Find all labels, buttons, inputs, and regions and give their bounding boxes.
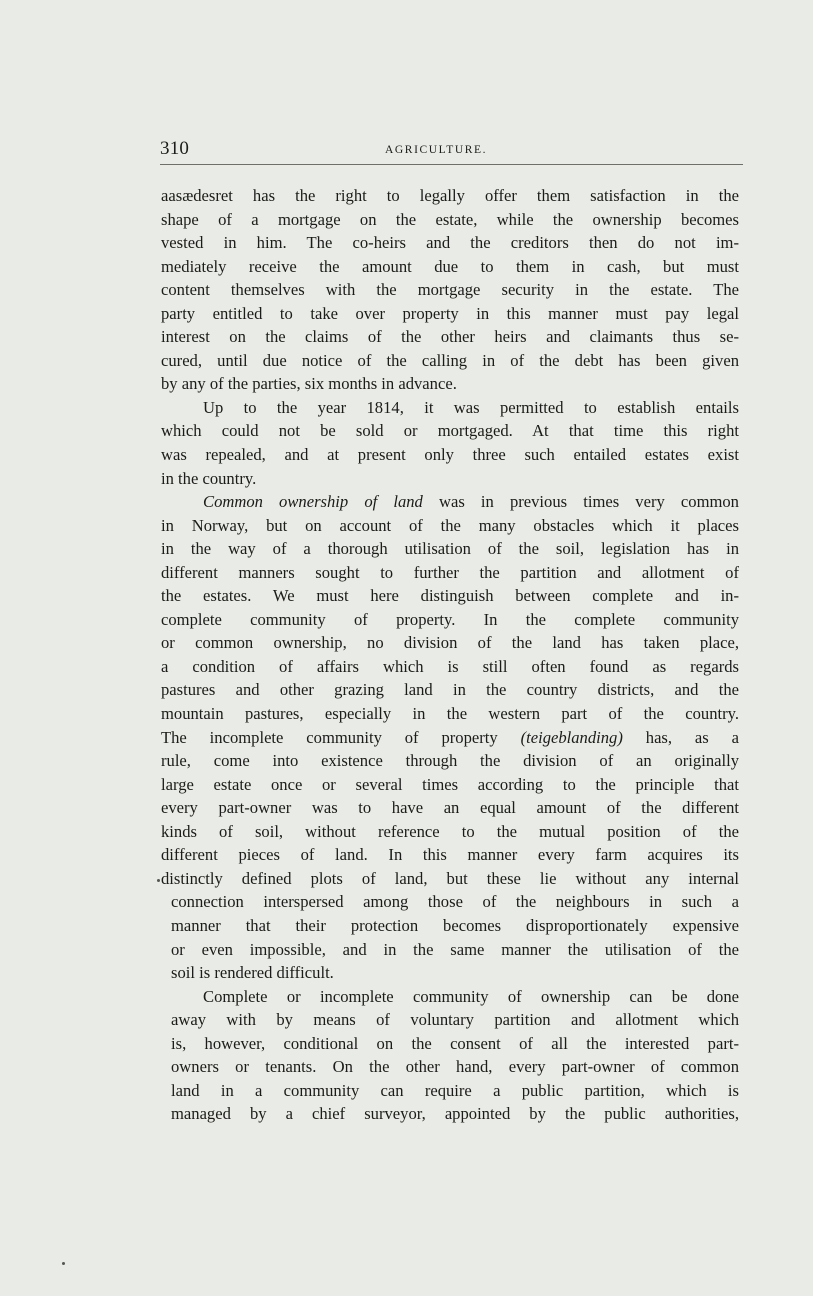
text-line: managed by a chief surveyor, appointed by the public authorities, <box>171 1104 739 1124</box>
text-line: a condition of affairs which is still often found as regards <box>161 656 739 676</box>
text-line <box>161 726 739 750</box>
text-line: rule, come into existence through the division of an originally <box>161 751 739 771</box>
text-line: content themselves with the mortgage security in the estate. The <box>161 280 739 300</box>
text-fragment: The incomplete community of property <box>161 727 521 747</box>
text-fragment: has, as a <box>622 727 739 747</box>
paragraph-start <box>161 490 739 514</box>
text-line: soil is rendered difficult. <box>171 963 334 983</box>
text-line: is, however, conditional on the consent of all the interested part- <box>171 1033 739 1053</box>
text-line: by any of the parties, six months in advance. <box>161 374 457 394</box>
text-line: mountain pastures, especially in the western part of the country. <box>161 704 739 724</box>
text-line: mediately receive the amount due to them in cash, but must <box>161 256 739 276</box>
emphasized-term: (teigeblanding) <box>520 727 623 747</box>
text-line: connection interspersed among those of the neighbours in such a <box>171 892 739 912</box>
emphasized-term: Common ownership of land <box>203 492 423 512</box>
page-header <box>160 138 743 165</box>
body-text <box>161 184 739 1126</box>
page-number: 310 <box>160 138 190 159</box>
paper-speck <box>62 1262 65 1265</box>
running-head: AGRICULTURE. <box>385 144 488 156</box>
paper-speck <box>157 879 160 882</box>
text-line: in the way of a thorough utilisation of the soil, legislation has in <box>161 539 739 559</box>
text-line: away with by means of voluntary partition and allotment which <box>171 1010 739 1030</box>
text-line: in Norway, but on account of the many obstacles which it places <box>161 515 739 535</box>
text-line: large estate once or several times according to the principle that <box>161 774 739 794</box>
text-line: aasædesret has the right to legally offer them satisfaction in the <box>161 186 739 205</box>
text-line: or common ownership, no division of the land has taken place, <box>161 633 739 653</box>
paragraph-start: Up to the year 1814, it was permitted to establish entails <box>203 397 739 417</box>
text-line: the estates. We must here distinguish between complete and in- <box>161 586 739 606</box>
text-line: pastures and other grazing land in the country districts, and the <box>161 680 739 700</box>
text-line: every part-owner was to have an equal amount of the different <box>161 798 739 818</box>
text-line: kinds of soil, without reference to the mutual position of the <box>161 821 739 841</box>
text-line: shape of a mortgage on the estate, while the ownership becomes <box>161 209 739 229</box>
text-line: complete community of property. In the complete community <box>161 609 739 629</box>
text-line: interest on the claims of the other heirs and claimants thus se- <box>161 327 739 347</box>
text-line: different pieces of land. In this manner every farm acquires its <box>161 845 739 865</box>
text-line: different manners sought to further the partition and allotment of <box>161 562 739 582</box>
text-line: owners or tenants. On the other hand, every part-owner of common <box>171 1057 739 1077</box>
text-line: which could not be sold or mortgaged. At that time this right <box>161 421 739 441</box>
text-line: land in a community can require a public partition, which is <box>171 1080 739 1100</box>
text-line: distinctly defined plots of land, but these lie without any internal <box>161 868 739 888</box>
text-line: in the country. <box>161 468 257 488</box>
text-line: vested in him. The co-heirs and the creditors then do not im- <box>161 233 739 253</box>
text-line: cured, until due notice of the calling in of the debt has been given <box>161 350 739 370</box>
text-line: manner that their protection becomes disproportionately expensive <box>171 915 739 935</box>
text-line: or even impossible, and in the same manner the utilisation of the <box>171 939 739 959</box>
text-line: was repealed, and at present only three such entailed estates exist <box>161 445 739 465</box>
paragraph-start: Complete or incomplete community of ownership can be done <box>203 986 739 1006</box>
text-line: party entitled to take over property in this manner must pay legal <box>161 303 739 323</box>
text-fragment: was in previous times very common <box>422 492 739 512</box>
